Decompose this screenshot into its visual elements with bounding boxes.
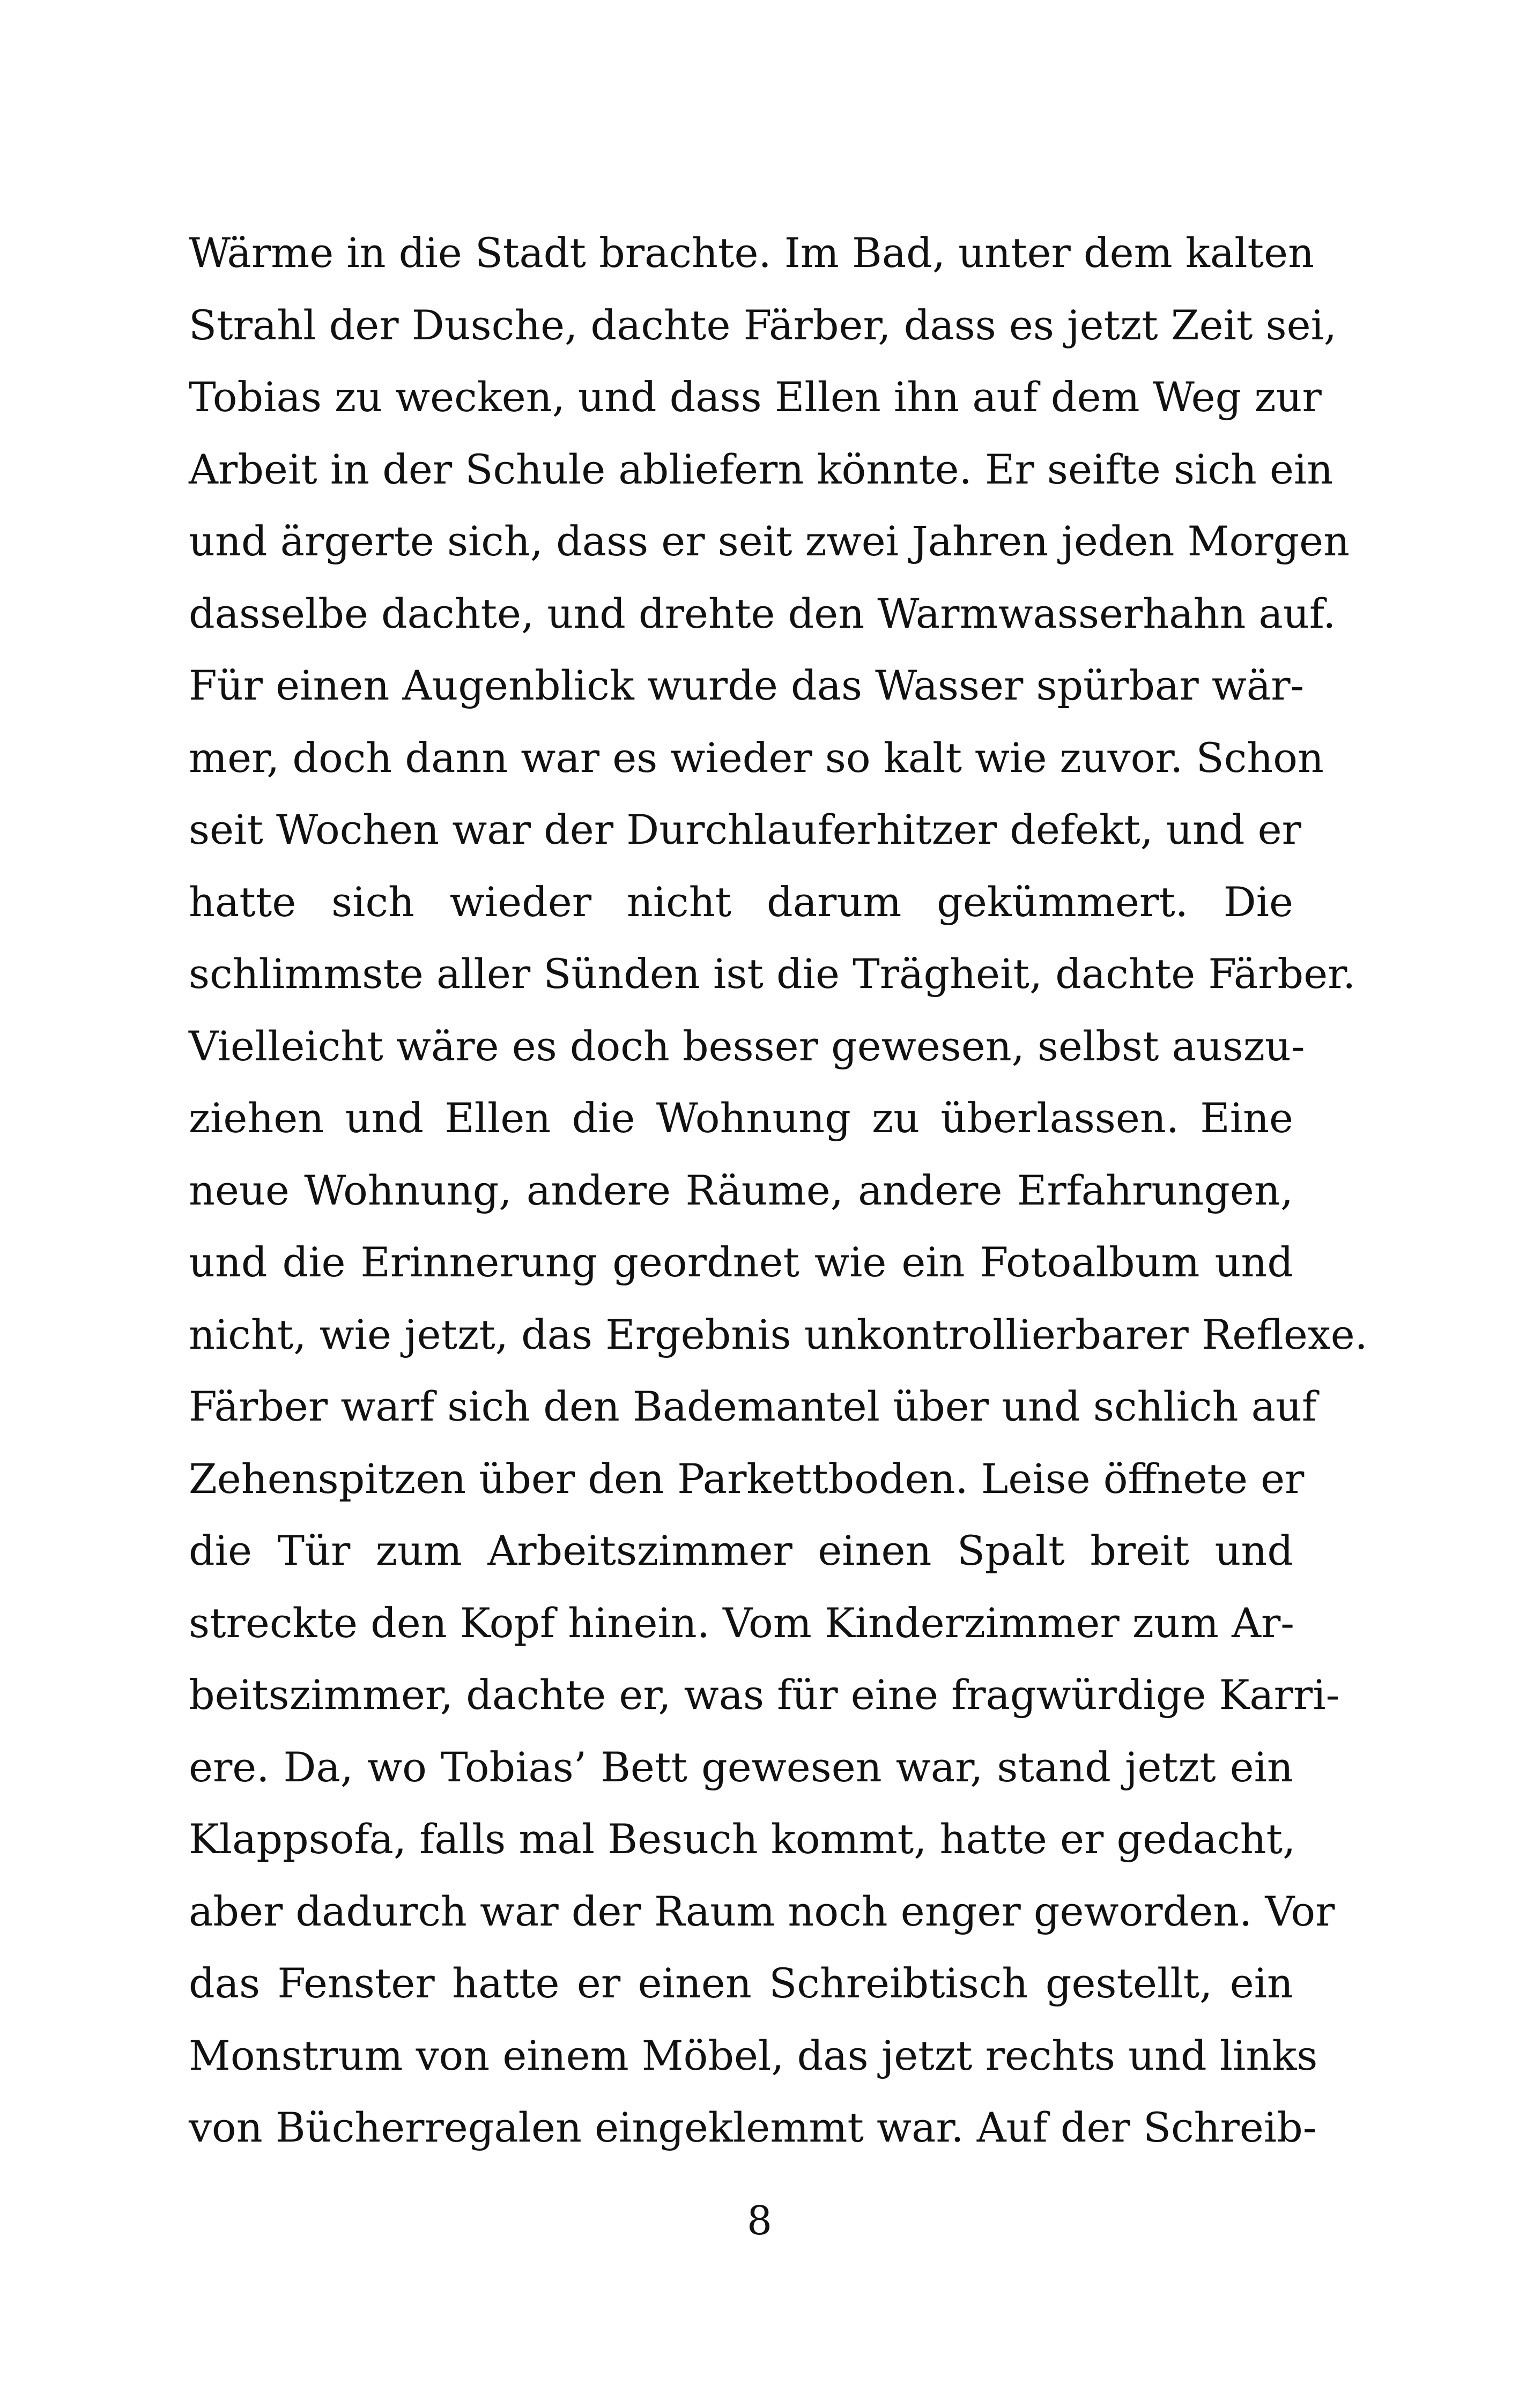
text-line: Klappsofa, falls mal Besuch kommt, hatte er gedacht, [189, 1815, 1296, 1863]
text-line: die Tür zum Arbeitszimmer einen Spalt breit und [189, 1527, 1293, 1574]
text-line: schlimmste aller Sünden ist die Trägheit, dachte Färber. [189, 950, 1356, 998]
text-line: und ärgerte sich, dass er seit zwei Jahren jeden Morgen [189, 517, 1350, 565]
text-line: Zehenspitzen über den Parkettboden. Leise öffnete er [189, 1454, 1305, 1503]
text-line: das Fenster hatte er einen Schreibtisch gestellt, ein [189, 1959, 1293, 2007]
text-line: mer, doch dann war es wieder so kalt wie zuvor. Schon [189, 733, 1324, 782]
text-line: aber dadurch war der Raum noch enger geworden. Vor [189, 1887, 1335, 1935]
text-line: Für einen Augenblick wurde das Wasser spürbar wär- [189, 662, 1305, 709]
text-line: Wärme in die Stadt brachte. Im Bad, unter dem kalten [189, 229, 1315, 277]
text-line: ziehen und Ellen die Wohnung zu überlassen. Eine [189, 1094, 1293, 1142]
body-text [189, 217, 1368, 2164]
page-number: 8 [746, 2198, 773, 2244]
text-line: Färber warf sich den Bademantel über und schlich auf [189, 1383, 1317, 1430]
text-line: dasselbe dachte, und drehte den Warmwasserhahn auf. [189, 589, 1336, 637]
text-line: Vielleicht wäre es doch besser gewesen, selbst auszu- [189, 1022, 1305, 1070]
text-line: beitszimmer, dachte er, was für eine fragwürdige Karri- [189, 1671, 1340, 1719]
text-line: hatte sich wieder nicht darum gekümmert. Die [189, 878, 1293, 926]
text-line: Monstrum von einem Möbel, das jetzt rechts und links [189, 2031, 1318, 2079]
text-line: ere. Da, wo Tobias’ Bett gewesen war, stand jetzt ein [189, 1743, 1293, 1791]
text-line: streckte den Kopf hinein. Vom Kinderzimmer zum Ar- [189, 1599, 1294, 1647]
text-line: seit Wochen war der Durchlauferhitzer defekt, und er [189, 806, 1301, 853]
text-line: nicht, wie jetzt, das Ergebnis unkontrollierbarer Reflexe. [189, 1310, 1368, 1358]
text-line: von Bücherregalen eingeklemmt war. Auf der Schreib- [189, 2104, 1317, 2151]
text-line: neue Wohnung, andere Räume, andere Erfahrungen, [189, 1166, 1293, 1214]
text-line: Arbeit in der Schule abliefern könnte. Er seifte sich ein [189, 445, 1333, 493]
text-line: Tobias zu wecken, und dass Ellen ihn auf dem Weg zur [189, 373, 1322, 421]
text-line: und die Erinnerung geordnet wie ein Fotoalbum und [189, 1238, 1293, 1286]
text-line: Strahl der Dusche, dachte Färber, dass es jetzt Zeit sei, [189, 301, 1337, 349]
